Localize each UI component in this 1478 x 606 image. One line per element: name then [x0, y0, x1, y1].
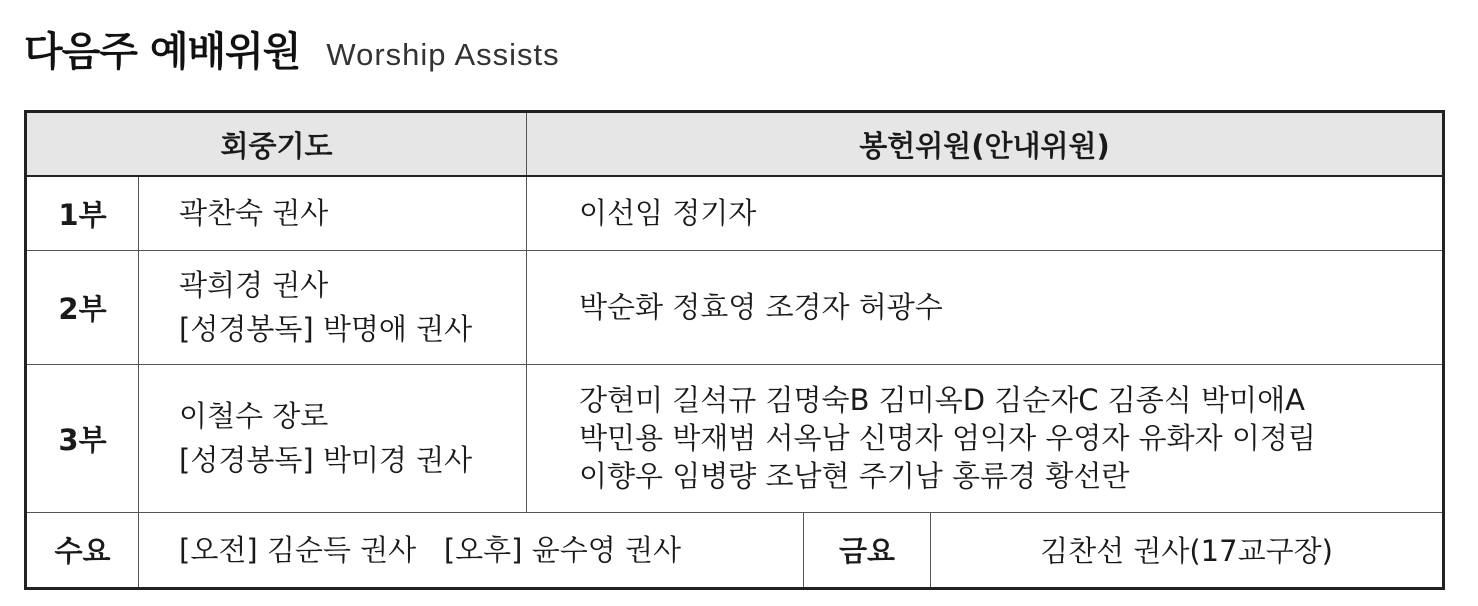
offering-names-line-2: 박민용 박재범 서옥남 신명자 엄익자 우영자 유화자 이정림	[579, 421, 1316, 455]
offering-names-line-1: 강현미 길석규 김명숙B 김미옥D 김순자C 김종식 박미애A	[579, 383, 1305, 417]
table-row-service-3	[26, 364, 1444, 512]
offering-names-line-3: 이향우 임병량 조남현 주기남 홍류경 황선란	[579, 459, 1130, 493]
table-row-service-2	[26, 250, 1444, 364]
friday-cell	[931, 512, 1444, 588]
table-row-service-1	[26, 176, 1444, 250]
prayer-name: 곽찬숙 권사	[179, 196, 329, 231]
header-prayer: 회중기도	[26, 112, 527, 177]
scripture-reader: [성경봉독] 박명애 권사	[179, 312, 473, 346]
offering-cell	[527, 250, 1444, 364]
prayer-name: 곽희경 권사	[179, 268, 329, 302]
wednesday-cell	[139, 512, 804, 588]
offering-names: 박순화 정효영 조경자 허광수	[579, 290, 943, 324]
title-english: Worship Assists	[326, 37, 560, 72]
wednesday-names: [오전] 김순득 권사 [오후] 윤수영 권사	[179, 532, 681, 567]
worship-assists-table	[24, 110, 1445, 590]
scripture-reader: [성경봉독] 박미경 권사	[179, 443, 473, 477]
page-title	[24, 20, 560, 76]
header-offering: 봉헌위원(안내위원)	[527, 112, 1444, 177]
offering-cell	[527, 176, 1444, 250]
title-korean: 다음주 예배위원	[24, 29, 301, 75]
service-label: 2부	[26, 250, 139, 364]
prayer-cell	[139, 250, 527, 364]
wednesday-label: 수요	[26, 512, 139, 588]
prayer-cell	[139, 364, 527, 512]
friday-label: 금요	[804, 512, 931, 588]
table-row-midweek	[26, 512, 1444, 588]
prayer-name: 이철수 장로	[179, 399, 329, 433]
prayer-cell	[139, 176, 527, 250]
service-label: 1부	[26, 176, 139, 250]
offering-names: 이선임 정기자	[579, 196, 757, 231]
offering-cell	[527, 364, 1444, 512]
friday-name: 김찬선 권사(17교구장)	[1040, 534, 1333, 568]
service-label: 3부	[26, 364, 139, 512]
table-header-row	[26, 112, 1444, 177]
